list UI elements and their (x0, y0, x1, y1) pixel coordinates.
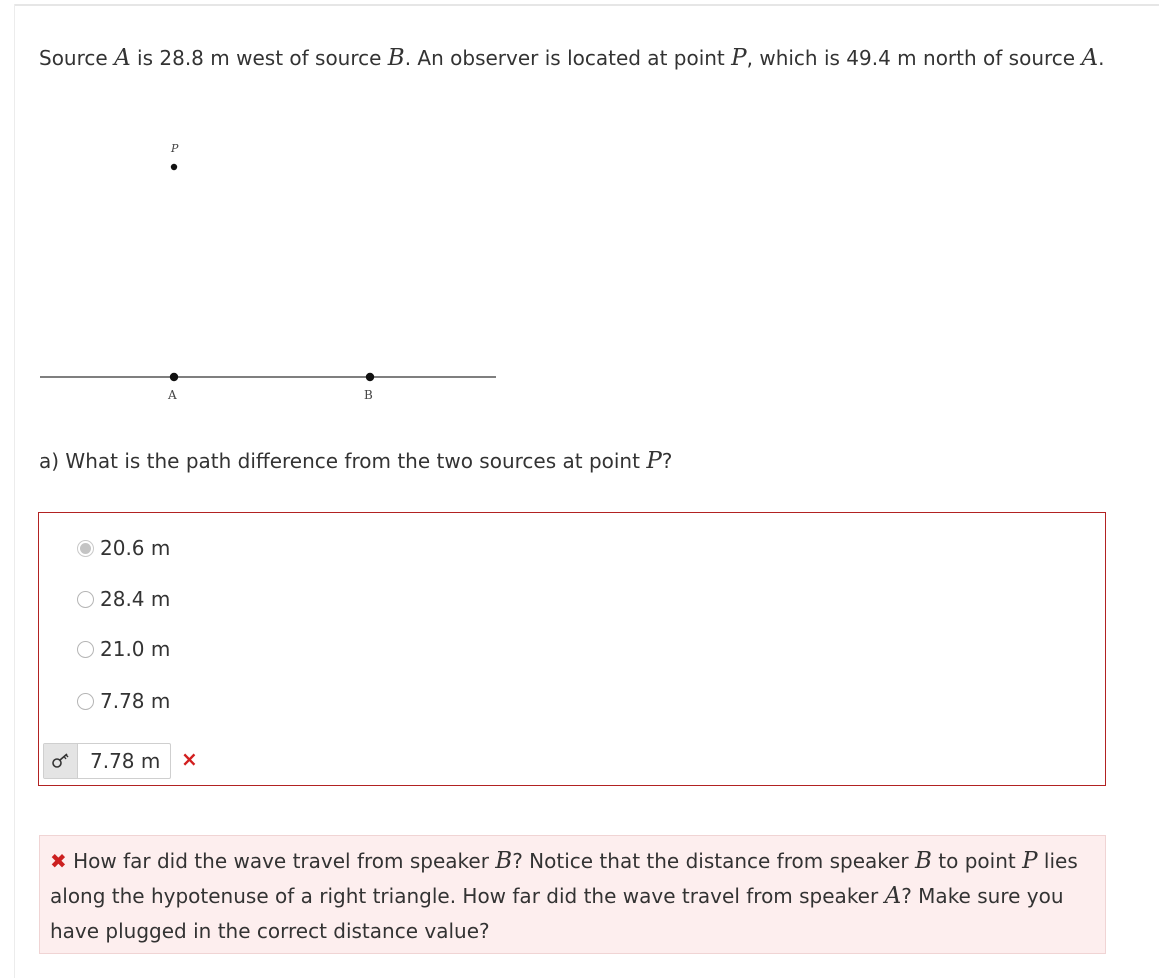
radio-icon[interactable] (77, 591, 94, 608)
geometry-figure (0, 0, 520, 420)
point-p-dot (171, 164, 177, 170)
answer-entry[interactable] (43, 743, 171, 779)
option-label: 21.0 m (100, 637, 171, 661)
entered-answer: 7.78 m (90, 749, 161, 773)
radio-icon[interactable] (77, 641, 94, 658)
radio-selected-icon[interactable] (77, 540, 94, 557)
option-1[interactable] (77, 533, 170, 563)
point-p-label: P (171, 142, 179, 155)
point-b-dot (366, 373, 374, 381)
point-b-label: B (364, 388, 373, 402)
option-3[interactable] (77, 634, 170, 664)
option-label: 20.6 m (100, 536, 171, 560)
option-2[interactable] (77, 584, 170, 614)
feedback-box: ✖ How far did the wave travel from speaker B? Notice that the distance from speaker B to point P lies along the hypotenuse of a right triangle. How far did the wave travel from speaker A? Make sure you have plugged in the correct distance value? (39, 835, 1106, 954)
key-icon (51, 753, 71, 769)
option-label: 28.4 m (100, 587, 171, 611)
problem-statement: Source A is 28.8 m west of source B. An observer is located at point P, which is 49.4 m north of source A. (39, 45, 1105, 71)
radio-icon[interactable] (77, 693, 94, 710)
point-a-label: A (168, 388, 177, 402)
question-text: a) What is the path difference from the two sources at point P? (39, 448, 673, 474)
incorrect-icon: × (181, 747, 198, 771)
answer-box (38, 512, 1106, 786)
option-label: 7.78 m (100, 689, 171, 713)
show-answer-button[interactable] (44, 744, 78, 778)
error-icon: ✖ (50, 849, 67, 873)
option-4[interactable] (77, 686, 170, 716)
point-a-dot (170, 373, 178, 381)
